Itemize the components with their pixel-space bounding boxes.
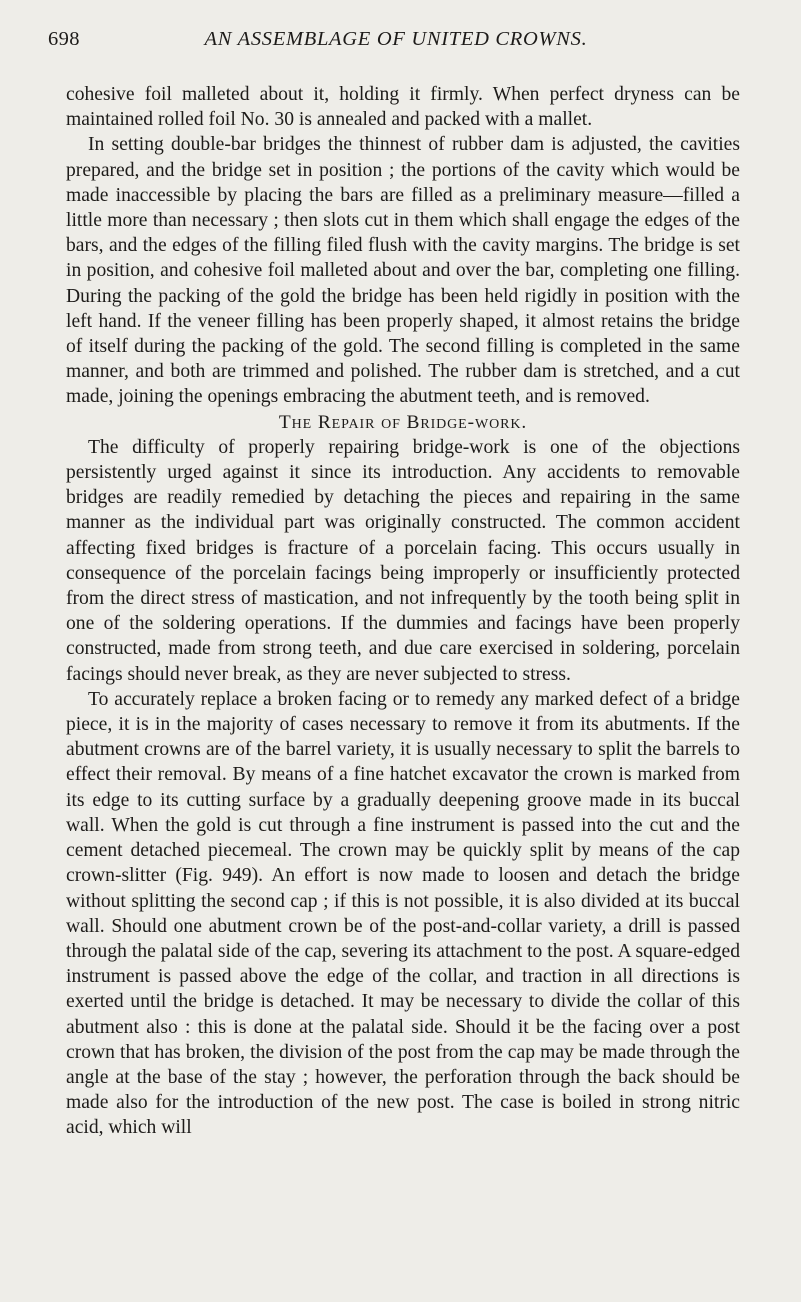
paragraph-repair-difficulty: The difficulty of properly repairing bridge-work is one of the objections persistently urged against it since its introduction. Any accidents to removable bridges are readily remedied by detaching the pieces and repairing in the same manner as the individual part was originally constructed. The common accident affecting fixed bridges is fracture of a porcelain facing. This occurs usually in consequence of the porcelain facings being improperly or insufficiently protected from the direct stress of mastication, and not infrequently by the tooth being split in one of the soldering operations. If the dummies and facings have been properly constructed, made from strong teeth, and due care exercised in soldering, porcelain facings should never break, as they are never subjected to stress. [66,436,740,685]
running-header [48,28,744,58]
page-number: 698 [48,28,80,50]
paragraph-replace-facing: To accurately replace a broken facing or to remedy any marked defect of a bridge piece, it is in the majority of cases necessary to remove it from its abutments. If the abutment crowns are of the barrel variety, it is usually necessary to split the barrels to effect their removal. By means of a fine hatchet excavator the crown is marked from its edge to its cutting surface by a gradually deepening groove made in its buccal wall. When the gold is cut through a fine instrument is passed into the cut and the cement detached piecemeal. The crown may be quickly split by means of the cap crown-slitter (Fig. 949). An effort is now made to loosen and detach the bridge without splitting the second cap ; if this is not possible, it is also divided at its buccal wall. Should one abutment crown be of the post-and-collar variety, a drill is passed through the palatal side of the cap, severing its attachment to the post. A square-edged instrument is passed above the edge of the collar, and traction in all directions is exerted until the bridge is detached. It may be necessary to divide the collar of this abutment also : this is done at the palatal side. Should it be the facing over a post crown that has broken, the division of the post from the cap may be made through the angle at the base of the stay ; however, the perforation through the back should be made also for the introduction of the new post. The case is boiled in strong nitric acid, which will [66,688,740,1139]
body-text [66,82,740,1141]
paragraph-continuation: cohesive foil malleted about it, holding it firmly. When perfect dryness can be maintained rolled foil No. 30 is annealed and packed with a mallet. [66,84,740,131]
section-heading: The Repair of Bridge-work. [278,411,528,433]
paragraph-double-bar-bridges: In setting double-bar bridges the thinnest of rubber dam is adjusted, the cavities prepared, and the bridge set in position ; the portions of the cavity which would be made inaccessible by placing the bars are filled as a preliminary measure—filled a little more than necessary ; then slots cut in them which shall engage the edges of the bars, and the edges of the filling filed flush with the cavity margins. The bridge is set in position, and cohesive foil malleted about and over the bar, completing one filling. During the packing of the gold the bridge has been held rigidly in position with the left hand. If the veneer filling has been properly shaped, it almost retains the bridge of itself during the packing of the gold. The second filling is completed in the same manner, and both are trimmed and polished. The rubber dam is stretched, and a cut made, joining the openings embracing the abutment teeth, and is removed. [66,134,740,408]
running-title: AN ASSEMBLAGE OF UNITED CROWNS. [204,28,588,50]
